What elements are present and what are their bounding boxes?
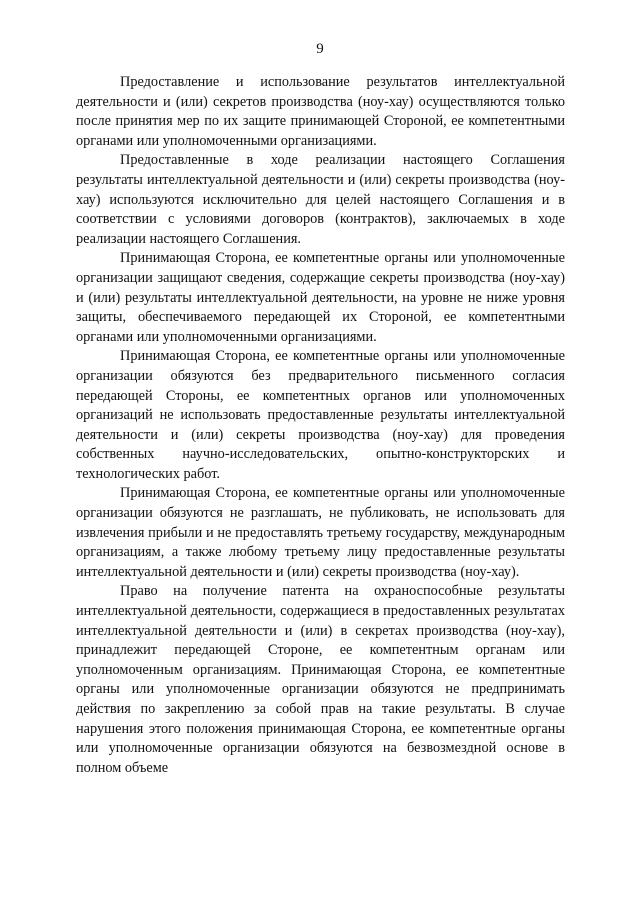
paragraph-5: Принимающая Сторона, ее компетентные органы или уполномоченные организации обязуются не разглашать, не публиковать, не использовать для извлечения прибыли и не предоставлять третьему государству, международным организациям, а также любому третьему лицу предоставленные результаты интеллектуальной деятельности и (или) секреты производства (ноу-хау).: [76, 485, 565, 580]
paragraph-4: Принимающая Сторона, ее компетентные органы или уполномоченные организации обязуются без предварительного письменного согласия передающей Стороны, ее компетентных органов или уполномоченных организаций не использовать предоставленные результаты интеллектуальной деятельности и (или) секреты производства (ноу-хау) для проведения собственных научно-исследовательских, опытно-конструкторских и технологических работ.: [76, 348, 565, 482]
paragraph-3: Принимающая Сторона, ее компетентные органы или уполномоченные организации защищают сведения, содержащие секреты производства (ноу-хау) и (или) результаты интеллектуальной деятельности, на уровне не ниже уровня защиты, обеспечиваемого передающей их Стороной, ее компетентными органами или уполномоченными организациями.: [76, 250, 565, 345]
page-number: 9: [316, 41, 324, 57]
document-body: [76, 73, 565, 778]
paragraph-2: Предоставленные в ходе реализации настоящего Соглашения результаты интеллектуальной деятельности и (или) секреты производства (ноу-хау) используются исключительно для целей настоящего Соглашения и в соответствии с условиями договоров (контрактов), заключаемых в ходе реализации настоящего Соглашения.: [76, 152, 565, 247]
paragraph-6: Право на получение патента на охраноспособные результаты интеллектуальной деятельности, содержащиеся в предоставленных результатах интеллектуальной деятельности и (или) в секретах производства (ноу-хау), принадлежит передающей Стороне, ее компетентным органам или уполномоченным организациям. Принимающая Сторона, ее компетентные органы или уполномоченные организации обязуются не предпринимать действия по закреплению за собой прав на такие результаты. В случае нарушения этого положения принимающая Сторона, ее компетентные органы или уполномоченные организации обязуются на безвозмездной основе в полном объеме: [76, 583, 565, 776]
paragraph-1: Предоставление и использование результатов интеллектуальной деятельности и (или) секретов производства (ноу-хау) осуществляются только после принятия мер по их защите принимающей Стороной, ее компетентными органами или уполномоченными организациями.: [76, 74, 565, 149]
